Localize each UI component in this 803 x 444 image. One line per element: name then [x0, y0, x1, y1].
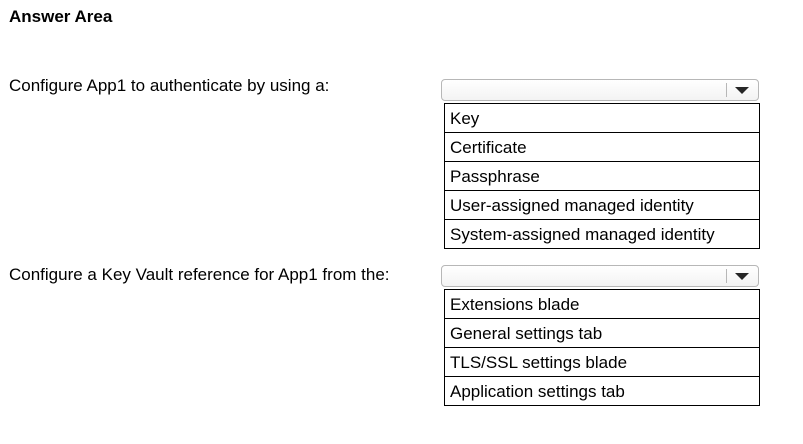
question-2-options-list — [444, 289, 760, 406]
question-2-label: Configure a Key Vault reference for App1 from the: — [9, 265, 390, 284]
dropdown-separator — [726, 269, 727, 283]
option-passphrase[interactable]: Passphrase — [445, 162, 759, 191]
question-1-label: Configure App1 to authenticate by using a: — [9, 76, 330, 95]
option-certificate[interactable]: Certificate — [445, 133, 759, 162]
option-extensions-blade[interactable]: Extensions blade — [445, 290, 759, 319]
answer-area-title: Answer Area — [9, 7, 113, 26]
option-key[interactable]: Key — [445, 104, 759, 133]
option-application-settings-tab[interactable]: Application settings tab — [450, 382, 625, 401]
option-general-settings-tab[interactable]: General settings tab — [445, 319, 759, 348]
option-user-assigned-managed-identity[interactable]: User-assigned managed identity — [445, 191, 759, 220]
chevron-down-icon[interactable] — [735, 273, 749, 280]
option-tls-ssl-settings-blade[interactable]: TLS/SSL settings blade — [445, 348, 759, 377]
question-1-dropdown[interactable] — [441, 79, 759, 101]
chevron-down-icon[interactable] — [735, 87, 749, 94]
question-2-dropdown[interactable] — [441, 265, 759, 287]
dropdown-separator — [726, 83, 727, 97]
option-system-assigned-managed-identity[interactable]: System-assigned managed identity — [450, 225, 715, 244]
question-1-options-list — [444, 103, 760, 249]
